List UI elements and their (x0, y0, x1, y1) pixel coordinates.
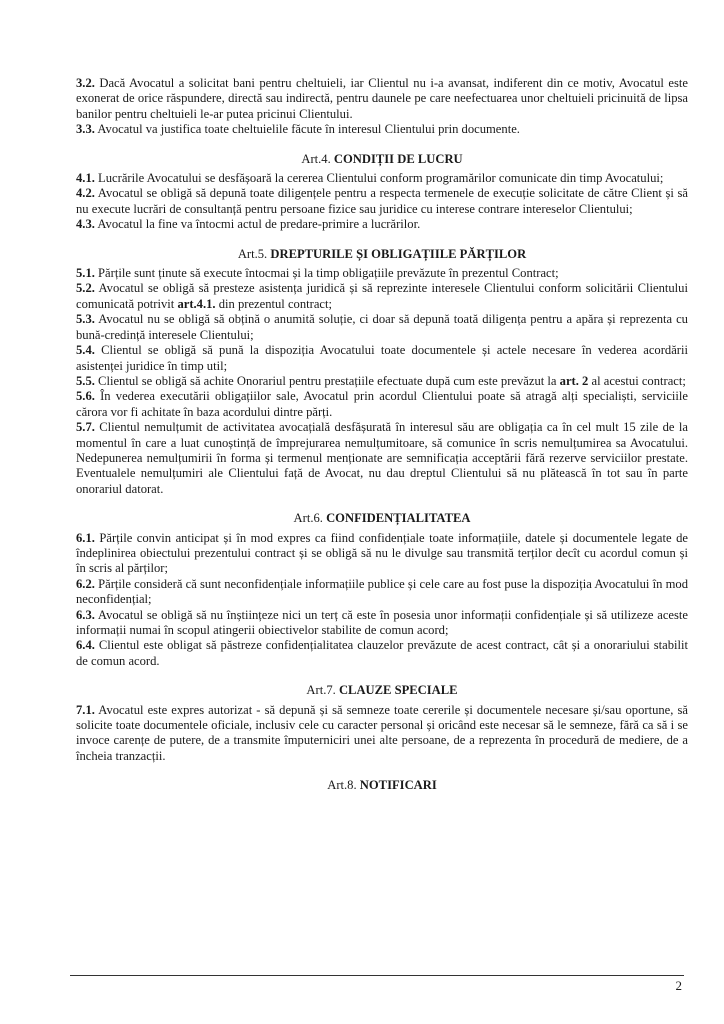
section-gap (76, 669, 688, 683)
clause-text: Avocatul nu se obligă să obțină o anumită soluție, ci doar să depună toată diligența pentru a apăra și reprezenta cu bună-credință interesele Clientului; (76, 312, 688, 342)
clause-text-after: din prezentul contract; (215, 296, 333, 311)
section-title: DREPTURILE ȘI OBLIGAȚIILE PĂRȚILOR (270, 246, 527, 261)
clause-number: 5.4. (76, 343, 95, 358)
section-title: CONFIDENȚIALITATEA (326, 511, 471, 526)
section-title: NOTIFICARI (359, 778, 437, 793)
clause-text-after: al acestui contract; (588, 373, 686, 388)
contract-body (76, 76, 688, 794)
section-title: CLAUZE SPECIALE (338, 683, 458, 698)
clause-number: 5.7. (76, 420, 95, 435)
section-gap (76, 138, 688, 152)
clause-number: 5.6. (76, 389, 95, 404)
clause-number: 6.2. (76, 576, 95, 591)
page-number: 2 (675, 978, 682, 993)
section-heading (76, 152, 688, 167)
clause-number: 4.2. (76, 186, 95, 201)
clause-paragraph (76, 374, 688, 389)
clause-text: Avocatul se obligă să presteze asistența juridică și să reprezinte interesele Clientului conform solicitării Clientului comunicată potrivit (76, 281, 688, 311)
clause-reference: art. 2 (559, 373, 589, 388)
footer-rule (70, 975, 684, 976)
clause-number: 7.1. (76, 702, 95, 717)
clause-text: Clientul este obligat să păstreze confidențialitatea clauzelor prevăzute de acest contract, cât și a onorariului stabilit de comun acord. (76, 638, 688, 668)
clause-text: Lucrările Avocatului se desfășoară la cererea Clientului conform programărilor comunicate din timp Avocatului; (98, 171, 664, 186)
clause-text: Clientul se obligă să pună la dispoziția Avocatului toate documentele și actele necesare în vederea acordării asistenței juridice în timp util; (76, 343, 688, 373)
clause-text: Avocatul este expres autorizat - să depună și să semneze toate cererile și documentele necesare și/sau oportune, să solicite toate documentele oficiale, inclusiv cele cu caracter personal și oricând este necesar să le semneze, fără ca să i se invoce carențe de putere, de a transmite împuterniciri unei alte persoane, de a reprezenta în procedură de mediere, de a încheia tranzacții. (76, 702, 688, 763)
clause-text: Avocatul se obligă să depună toate diligențele pentru a respecta termenele de execuție solicitate de către Client și să nu execute lucrări de consultanță pentru persoane fizice sau juridice cu interese contrare intereselor Clientului; (76, 186, 688, 216)
clause-paragraph (76, 76, 688, 122)
clause-paragraph (76, 312, 688, 343)
clause-text: Avocatul la fine va întocmi actul de predare-primire a lucrărilor. (97, 217, 421, 232)
clause-number: 5.1. (76, 266, 95, 281)
section-gap (76, 233, 688, 247)
clause-paragraph (76, 531, 688, 577)
clause-text: Avocatul va justifica toate cheltuielile făcute în interesul Clientului prin documente. (97, 122, 520, 137)
clause-text: Dacă Avocatul a solicitat bani pentru cheltuieli, iar Clientul nu i-a avansat, indiferent din ce motiv, Avocatul este exonerat de orice răspundere, directă sau indirectă, pentru daunele pe care neefectuarea unor cheltuieli pricinuită de lipsa banilor pentru cheltuieli le-ar putea pricinui Clientului. (76, 76, 688, 121)
clause-text: Clientul nemulțumit de activitatea avocațială desfășurată în interesul său are obligația ca în cel mult 15 zile de la momentul în care a luat cunoștință de împrejurarea nemulțumitoare, să comunice în scris nemulțumirea sa Avocatului. Nedepunerea nemulțumirii în forma și termenul menționate are semnificația acceptării fără rezerve serviciilor prestate. Eventualele nemulțumiri ale Clientului față de Avocat, nu dau dreptul Clientului să nu plătească în tot sau în parte onorariul datorat. (76, 420, 688, 496)
clause-text: Clientul se obligă să achite Onorariul pentru prestațiile efectuate după cum este prevăzut la (98, 373, 557, 388)
clause-number: 4.3. (76, 217, 95, 232)
clause-paragraph (76, 343, 688, 374)
clause-text: Părțile sunt ținute să execute întocmai și la timp obligațiile prevăzute în prezentul Contract; (98, 266, 559, 281)
clause-number: 3.2. (76, 76, 95, 90)
section-heading (76, 511, 688, 526)
clause-text: Părțile convin anticipat și în mod expres ca fiind confidențiale toate informațiile, datele și documentele legate de îndeplinirea obiectului prezentului contract și se obligă să nu le divulge sau transmită terților decît cu acordul comun și în scris al părților; (76, 530, 688, 576)
clause-paragraph (76, 420, 688, 497)
clause-number: 6.3. (76, 607, 95, 622)
section-heading (76, 778, 688, 793)
clause-number: 3.3. (76, 122, 95, 137)
clause-paragraph (76, 281, 688, 312)
clause-number: 6.4. (76, 638, 95, 653)
clause-paragraph (76, 217, 688, 232)
clause-reference: art.4.1. (177, 296, 216, 311)
section-number: Art.7. (306, 683, 336, 698)
clause-paragraph (76, 122, 688, 137)
section-number: Art.4. (301, 151, 331, 166)
section-heading (76, 683, 688, 698)
clause-paragraph (76, 638, 688, 669)
section-number: Art.5. (237, 246, 268, 261)
section-gap (76, 497, 688, 511)
clause-paragraph (76, 266, 688, 281)
clause-text: În vederea executării obligațiilor sale, Avocatul prin acordul Clientului poate să atragă alți specialiști, serviciile cărora vor fi achitate în baza acordului dintre părți. (76, 389, 688, 419)
clause-number: 4.1. (76, 171, 95, 186)
clause-number: 5.5. (76, 373, 95, 388)
section-gap (76, 764, 688, 778)
clause-text: Părțile consideră că sunt neconfidențiale informațiile publice și cele care au fost puse la dispoziția Avocatului în mod neconfidențial; (76, 576, 688, 607)
clause-text: Avocatul se obligă să nu înștiințeze nici un terț că este în posesia unor informații confidențiale și să utilizeze aceste informații numai în scopul atingerii obiectivelor stabilite de comun acord; (76, 607, 688, 637)
section-number: Art.8. (327, 778, 357, 793)
clause-number: 5.3. (76, 312, 95, 327)
section-number: Art.6. (293, 511, 323, 526)
clause-paragraph (76, 186, 688, 217)
clause-paragraph (76, 703, 688, 765)
clause-number: 6.1. (76, 530, 95, 545)
clause-paragraph (76, 389, 688, 420)
section-title: CONDIȚII DE LUCRU (333, 151, 463, 166)
clause-paragraph (76, 171, 688, 186)
section-heading (76, 247, 688, 262)
clause-paragraph (76, 577, 688, 608)
clause-paragraph (76, 608, 688, 639)
clause-number: 5.2. (76, 281, 95, 296)
